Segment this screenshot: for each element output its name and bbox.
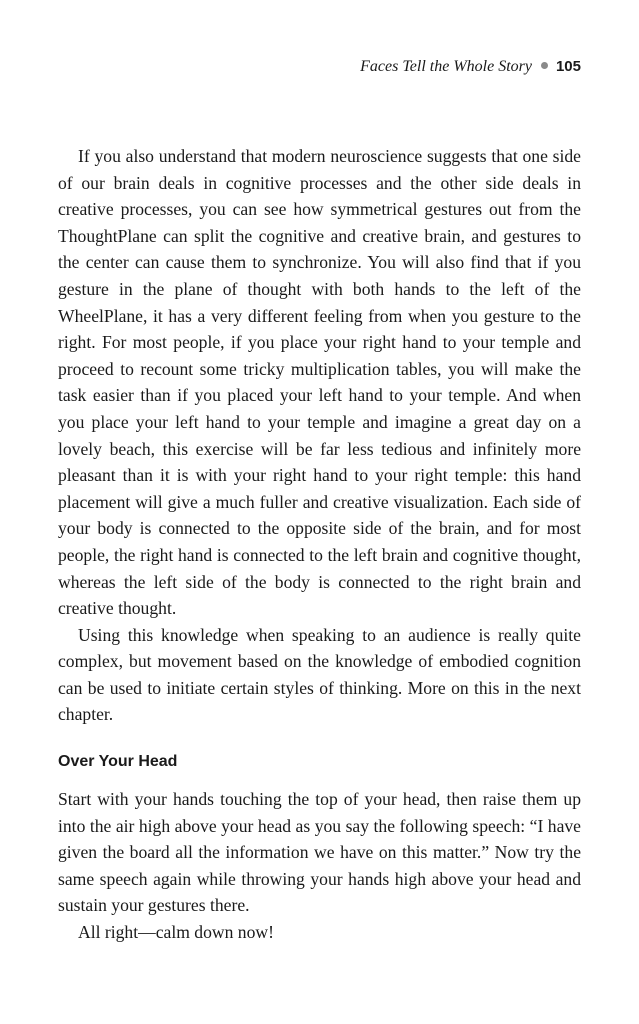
page-number: 105 (555, 58, 581, 75)
body-paragraph: Start with your hands touching the top of your head, then raise them up into the air high above your head as you say the following speech: “I have given the board all the information we have on this matter.” Now try the same speech again while throwing your hands high above your head and sustain your gestures there. (58, 789, 581, 916)
bullet-separator-icon (541, 62, 548, 69)
running-head (360, 57, 581, 77)
body-paragraph: Using this knowledge when speaking to an audience is really quite complex, but movement based on the knowledge of embodied cognition can be used to initiate certain styles of thinking. More on this in the next chapter. (58, 624, 581, 725)
body-paragraph: All right—calm down now! (78, 922, 274, 943)
body-paragraph: If you also understand that modern neuroscience suggests that one side of our brain deals in cognitive processes and the other side deals in creative processes, you can see how symmetrical gestures out from the ThoughtPlane can split the cognitive and creative brain, and gestures to the center can cause them to synchronize. You will also find that if you gesture in the plane of thought with both hands to the left of the WheelPlane, it has a very different feeling from when you gesture to the right. For most people, if you place your right hand to your temple and proceed to recount some tricky multiplication tables, you will make the task easier than if you placed your left hand to your temple. And when you place your left hand to your temple and imagine a great day on a lovely beach, this exercise will be far less tedious and infinitely more pleasant than it is with your right hand to your right temple: this hand placement will give a much fuller and creative visualization. Each side of your body is connected to the opposite side of the brain, and for most people, the right hand is connected to the left brain and cognitive thought, whereas the left side of the body is connected to the right brain and creative thought. (58, 146, 581, 619)
page-body (58, 143, 581, 946)
section-heading: Over Your Head (58, 753, 178, 771)
running-head-title: Faces Tell the Whole Story (360, 58, 532, 75)
